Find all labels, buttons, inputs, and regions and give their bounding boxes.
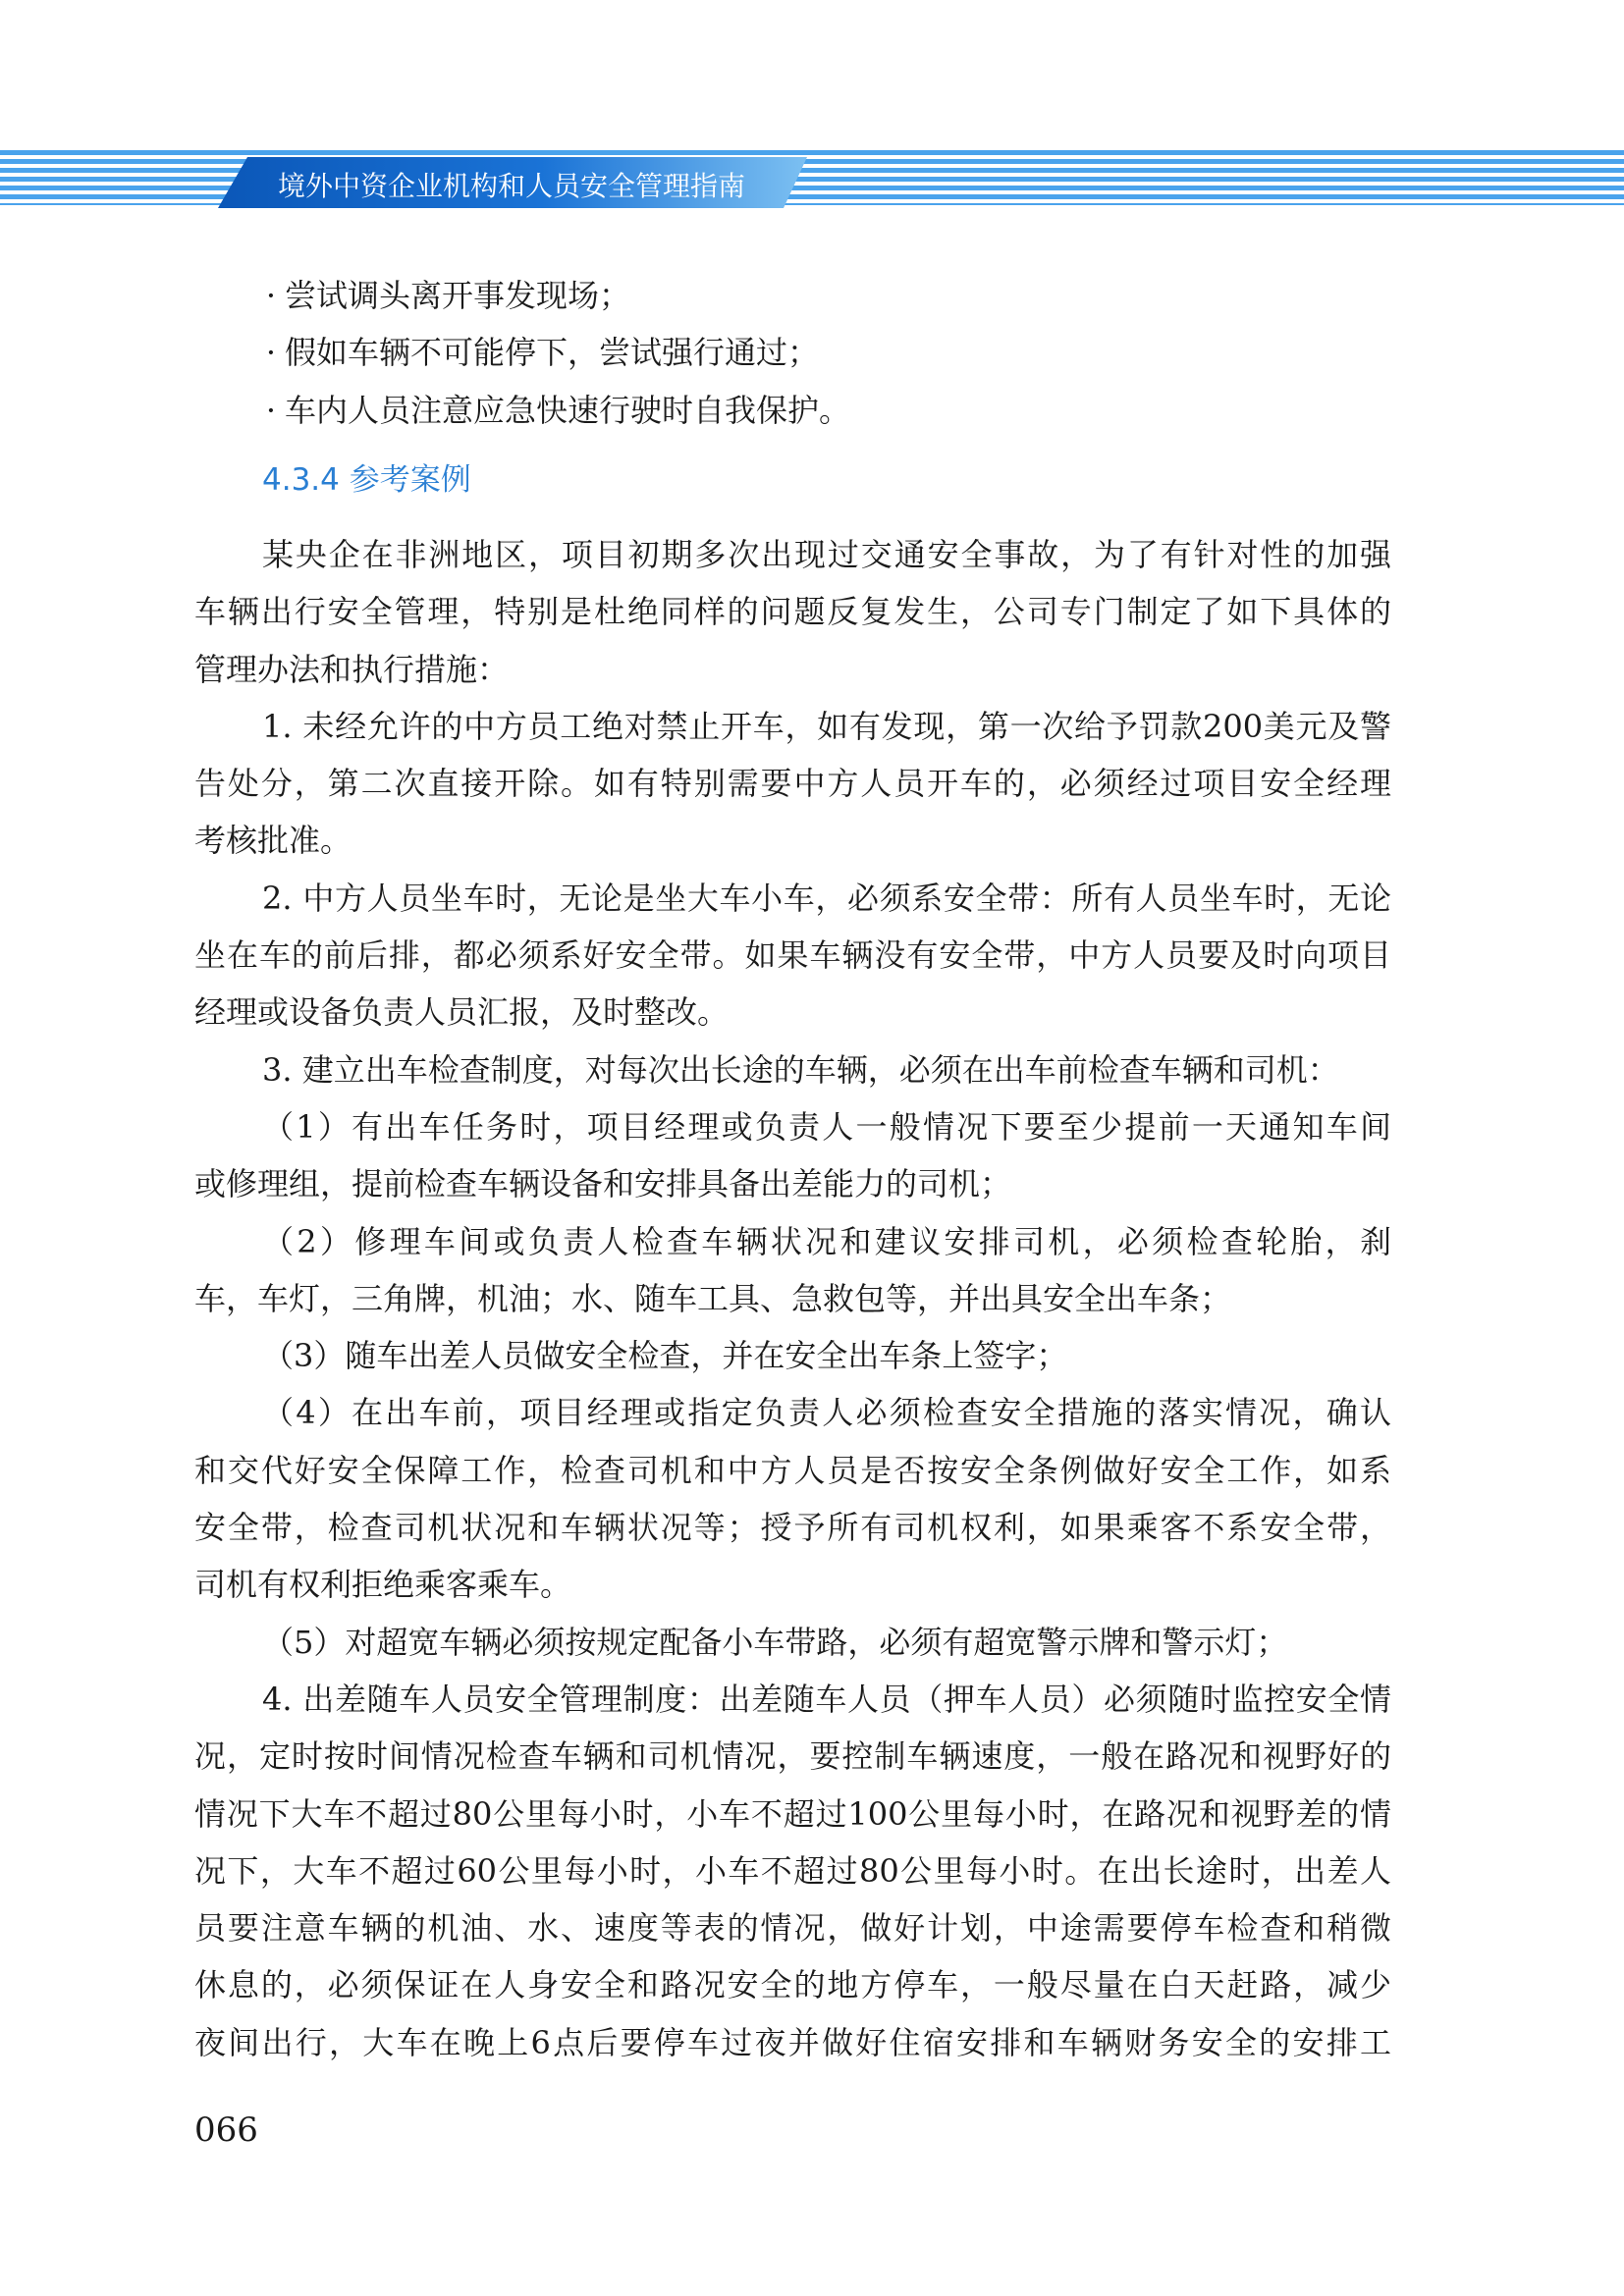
text-line: 坐在车的前后排，都必须系好安全带。如果车辆没有安全带，中方人员要及时向项目: [194, 936, 1391, 975]
text-line: 经理或设备负责人员汇报，及时整改。: [194, 993, 730, 1032]
list-item: [194, 324, 1391, 381]
text-line: （3）随车出差人员做安全检查，并在安全出车条上签字；: [262, 1337, 1068, 1375]
text-line: 司机有权利拒绝乘客乘车。: [194, 1566, 572, 1604]
text-line: （2）修理车间或负责人检查车辆状况和建议安排司机，必须检查轮胎，刹: [262, 1222, 1391, 1260]
bullet-marker: ·: [265, 334, 277, 372]
running-header-title: 境外中资企业机构和人员安全管理指南: [278, 170, 746, 202]
paragraph-intro: [194, 526, 1391, 698]
paragraph-subitem-4: [194, 1384, 1391, 1613]
text-line: 1. 未经允许的中方员工绝对禁止开车，如有发现，第一次给予罚款200美元及警: [262, 707, 1391, 745]
list-item: [194, 267, 1391, 324]
paragraph-item-1: [194, 698, 1391, 870]
bullet-text: 车内人员注意应急快速行驶时自我保护。: [285, 391, 851, 429]
text-line: 4. 出差随车人员安全管理制度：出差随车人员（押车人员）必须随时监控安全情: [262, 1680, 1391, 1718]
text-line: 况下，大车不超过60公里每小时，小车不超过80公里每小时。在出长途时，出差人: [194, 1851, 1391, 1890]
bullet-text: 假如车辆不可能停下，尝试强行通过；: [285, 334, 820, 372]
paragraph-subitem-2: [194, 1213, 1391, 1328]
paragraph-subitem-5: [194, 1614, 1391, 1671]
bullet-list: [194, 267, 1391, 439]
paragraph-item-4: [194, 1671, 1391, 2071]
text-line: 考核批准。: [194, 822, 352, 860]
text-line: 告处分，第二次直接开除。如有特别需要中方人员开车的，必须经过项目安全经理: [194, 765, 1391, 803]
text-line: 2. 中方人员坐车时，无论是坐大车小车，必须系安全带：所有人员坐车时，无论: [262, 879, 1391, 917]
text-line: 管理办法和执行措施：: [194, 650, 510, 688]
text-line: 员要注意车辆的机油、水、速度等表的情况，做好计划，中途需要停车检查和稍微: [194, 1909, 1391, 1948]
text-line: 安全带，检查司机状况和车辆状况等；授予所有司机权利，如果乘客不系安全带，: [194, 1509, 1391, 1547]
text-line: 某央企在非洲地区，项目初期多次出现过交通安全事故，为了有针对性的加强: [262, 536, 1391, 573]
text-line: 车辆出行安全管理，特别是杜绝同样的问题反复发生，公司专门制定了如下具体的: [194, 593, 1391, 631]
text-line: （5）对超宽车辆必须按规定配备小车带路，必须有超宽警示牌和警示灯；: [262, 1623, 1288, 1661]
paragraph-subitem-3: [194, 1327, 1391, 1384]
text-line: 休息的，必须保证在人身安全和路况安全的地方停车，一般尽量在白天赶路，减少: [194, 1966, 1391, 2004]
text-line: （1）有出车任务时，项目经理或负责人一般情况下要至少提前一天通知车间: [262, 1107, 1391, 1146]
list-item: [194, 382, 1391, 439]
text-line: 和交代好安全保障工作，检查司机和中方人员是否按安全条例做好安全工作，如系: [194, 1451, 1391, 1489]
bullet-marker: ·: [265, 277, 277, 314]
section-heading: 4.3.4 参考案例: [262, 462, 471, 498]
text-line: （4）在出车前，项目经理或指定负责人必须检查安全措施的落实情况，确认: [262, 1394, 1391, 1432]
text-line: 车，车灯，三角牌，机油；水、随车工具、急救包等，并出具安全出车条；: [194, 1279, 1232, 1317]
bullet-text: 尝试调头离开事发现场；: [285, 277, 631, 314]
body-text: [194, 526, 1391, 2071]
bullet-marker: ·: [265, 391, 277, 429]
paragraph-item-3: [194, 1041, 1391, 1098]
text-line: 或修理组，提前检查车辆设备和安排具备出差能力的司机；: [194, 1165, 1012, 1203]
text-line: 夜间出行，大车在晚上6点后要停车过夜并做好住宿安排和车辆财务安全的安排工: [194, 2023, 1391, 2061]
text-line: 况，定时按时间情况检查车辆和司机情况，要控制车辆速度，一般在路况和视野好的: [194, 1737, 1391, 1776]
text-line: 3. 建立出车检查制度，对每次出长途的车辆，必须在出车前检查车辆和司机：: [262, 1050, 1339, 1089]
page-number: 066: [194, 2110, 258, 2150]
text-line: 情况下大车不超过80公里每小时，小车不超过100公里每小时，在路况和视野差的情: [194, 1794, 1391, 1833]
paragraph-subitem-1: [194, 1098, 1391, 1213]
paragraph-item-2: [194, 870, 1391, 1041]
